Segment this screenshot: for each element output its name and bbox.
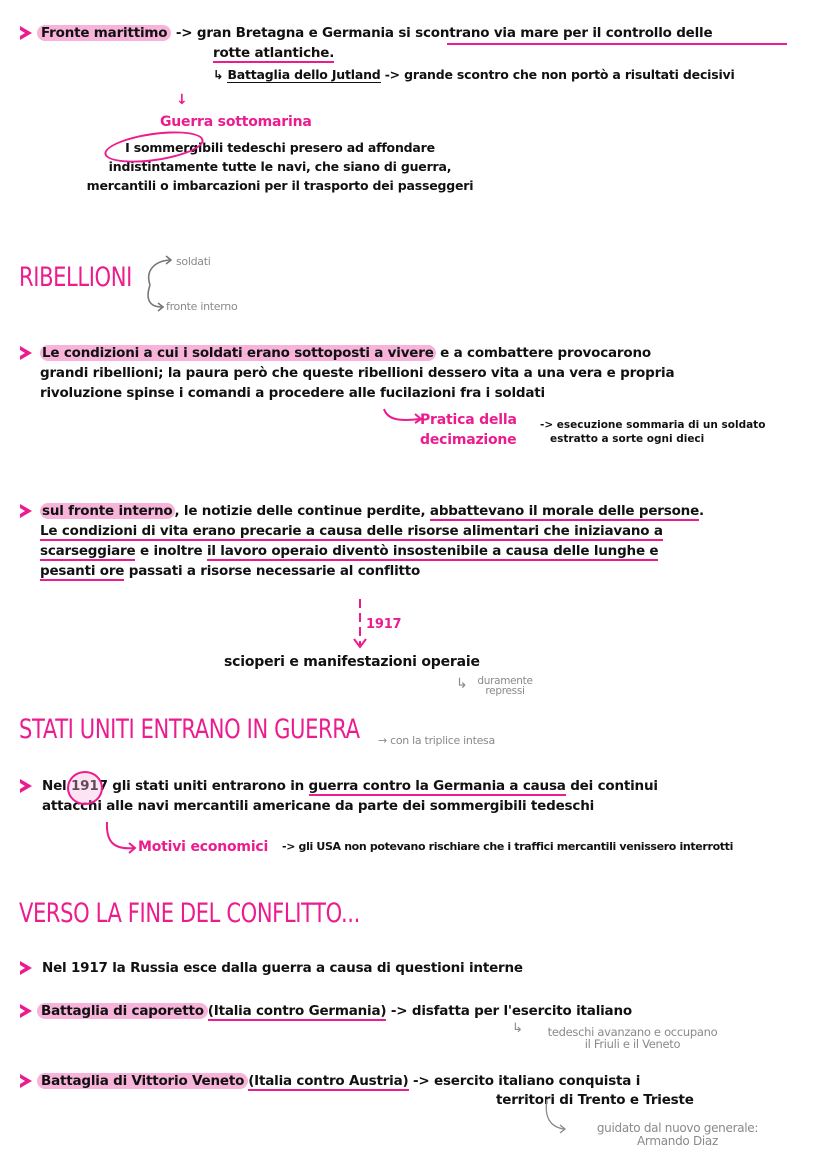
paragraph-text: dei continui [565, 778, 658, 794]
down-arrow-icon: ↓ [176, 92, 188, 108]
strikes-text: scioperi e manifestazioni operaie [224, 654, 480, 670]
submarine-line: indistintamente tutte le navi, che siano di guerra, [108, 159, 452, 174]
bullet-icon [20, 504, 32, 518]
hook-arrow-icon: ↳ [456, 676, 468, 692]
bullet-icon [20, 961, 32, 975]
diaz-note [560, 1122, 795, 1148]
paragraph-text: e inoltre [135, 543, 207, 559]
repressed-note-line: duramente [477, 675, 533, 687]
scarcity-underline: scarseggiare [40, 543, 136, 559]
bullet-icon [20, 26, 32, 40]
bullet-icon [20, 1004, 32, 1018]
branch-soldiers: soldati [176, 255, 211, 268]
paragraph-text: gli stati uniti entrarono in [107, 778, 309, 794]
usa-heading-note: → con la triplice intesa [378, 734, 495, 747]
submarine-line: I sommergibili tedeschi presero ad affondare [125, 140, 435, 155]
year-1917: 1917 [366, 617, 402, 632]
maritime-label: Fronte marittimo [37, 25, 171, 41]
usa-year: 1917 [70, 778, 108, 794]
diaz-note-line: Armando Diaz [637, 1134, 718, 1148]
caporetto-note [520, 1026, 745, 1050]
hours-underline: pesanti ore [40, 563, 125, 579]
soldier-conditions-highlight: Le condizioni a cui i soldati erano sottoposti a vivere [42, 345, 434, 361]
rebellions-paragraph [40, 343, 674, 403]
maritime-line-1 [37, 23, 712, 43]
submarine-title: Guerra sottomarina [160, 114, 312, 130]
jutland-battle: Battaglia dello Jutland [227, 67, 381, 82]
italy-austria-underline: (Italia contro Austria) [248, 1073, 409, 1089]
bullet-icon [20, 1074, 32, 1088]
paragraph-text: attacchi alle navi mercantili americane da parte dei sommergibili tedeschi [42, 798, 595, 814]
italy-germany-underline: (Italia contro Germania) [207, 1003, 387, 1019]
paragraph-text: , le notizie delle continue perdite, [174, 503, 430, 519]
maritime-line-2 [213, 43, 334, 63]
atlantic-routes: rotte atlantiche. [213, 45, 335, 61]
diaz-note-line: guidato dal nuovo generale: [596, 1121, 759, 1135]
usa-paragraph [42, 776, 658, 816]
bullet-icon [20, 779, 32, 793]
paragraph-text: e a combattere provocarono [435, 345, 651, 361]
paragraph-text: grandi ribellioni; la paura però che queste ribellioni dessero vita a una vera e propria [40, 365, 675, 381]
rebellions-heading: RIBELLIONI [19, 262, 132, 293]
decimation-note-line: estratto a sorte ogni dieci [550, 433, 705, 445]
usa-heading: STATI UNITI ENTRANO IN GUERRA [19, 714, 360, 745]
morale-underline: abbattevano il morale delle persone [429, 503, 700, 519]
hook-arrow-icon: ↳ [512, 1021, 523, 1036]
paragraph-text: Nel [42, 778, 71, 794]
circle-mark [67, 771, 103, 805]
home-front-paragraph [40, 501, 704, 581]
end-heading: VERSO LA FINE DEL CONFLITTO... [19, 898, 360, 929]
caporetto-note-line: tedeschi avanzano e occupano [547, 1025, 718, 1039]
labor-underline: il lavoro operaio diventò insostenibile a causa delle lunghe e [206, 543, 659, 559]
jutland-line [213, 65, 735, 85]
repressed-note-line: repressi [485, 685, 525, 697]
decimation-title [420, 410, 517, 450]
war-germany-underline: guerra contro la Germania a causa [308, 778, 566, 794]
arrow-text: -> [175, 25, 193, 41]
hook-arrow-icon: ↳ [213, 67, 228, 82]
vittorio-veneto-highlight: Battaglia di Vittorio Veneto [37, 1073, 248, 1089]
vittorio-veneto-line-2: territori di Trento e Trieste [496, 1092, 694, 1108]
submarine-line: mercantili o imbarcazioni per il trasporto dei passeggeri [86, 178, 474, 193]
caporetto-note-line: il Friuli e il Veneto [584, 1037, 681, 1051]
caporetto-highlight: Battaglia di caporetto [37, 1003, 208, 1019]
decimation-title-line: Pratica della [420, 412, 517, 428]
paragraph-text: . [699, 503, 704, 519]
economic-motives: Motivi economici [138, 839, 269, 855]
underline-maritime [447, 43, 787, 45]
maritime-text: gran Bretagna e Germania si scontrano via mare per il controllo delle [196, 25, 713, 41]
paragraph-text: passati a risorse necessarie al conflitto [124, 563, 421, 579]
jutland-note: -> grande scontro che non portò a risultati decisivi [384, 67, 735, 82]
russia-item: Nel 1917 la Russia esce dalla guerra a causa di questioni interne [42, 960, 523, 976]
branch-home-front: fronte interno [166, 300, 238, 313]
caporetto-result: -> disfatta per l'esercito italiano [386, 1003, 632, 1019]
decimation-note-line: -> esecuzione sommaria di un soldato [540, 419, 766, 431]
decimation-note [540, 418, 765, 446]
repressed-note [470, 676, 540, 696]
caporetto-item [37, 1001, 632, 1021]
home-front-highlight: sul fronte interno [42, 503, 173, 519]
bullet-icon [20, 346, 32, 360]
conditions-underline: Le condizioni di vita erano precarie a causa delle risorse alimentari che iniziavano a [40, 523, 663, 539]
decimation-title-line: decimazione [420, 432, 517, 448]
paragraph-text: rivoluzione spinse i comandi a procedere alle fucilazioni fra i soldati [40, 385, 545, 401]
vittorio-veneto-item [37, 1071, 640, 1091]
vittorio-veneto-result: -> esercito italiano conquista i [408, 1073, 641, 1089]
economic-note: -> gli USA non potevano rischiare che i traffici mercantili venissero interrotti [282, 840, 734, 853]
